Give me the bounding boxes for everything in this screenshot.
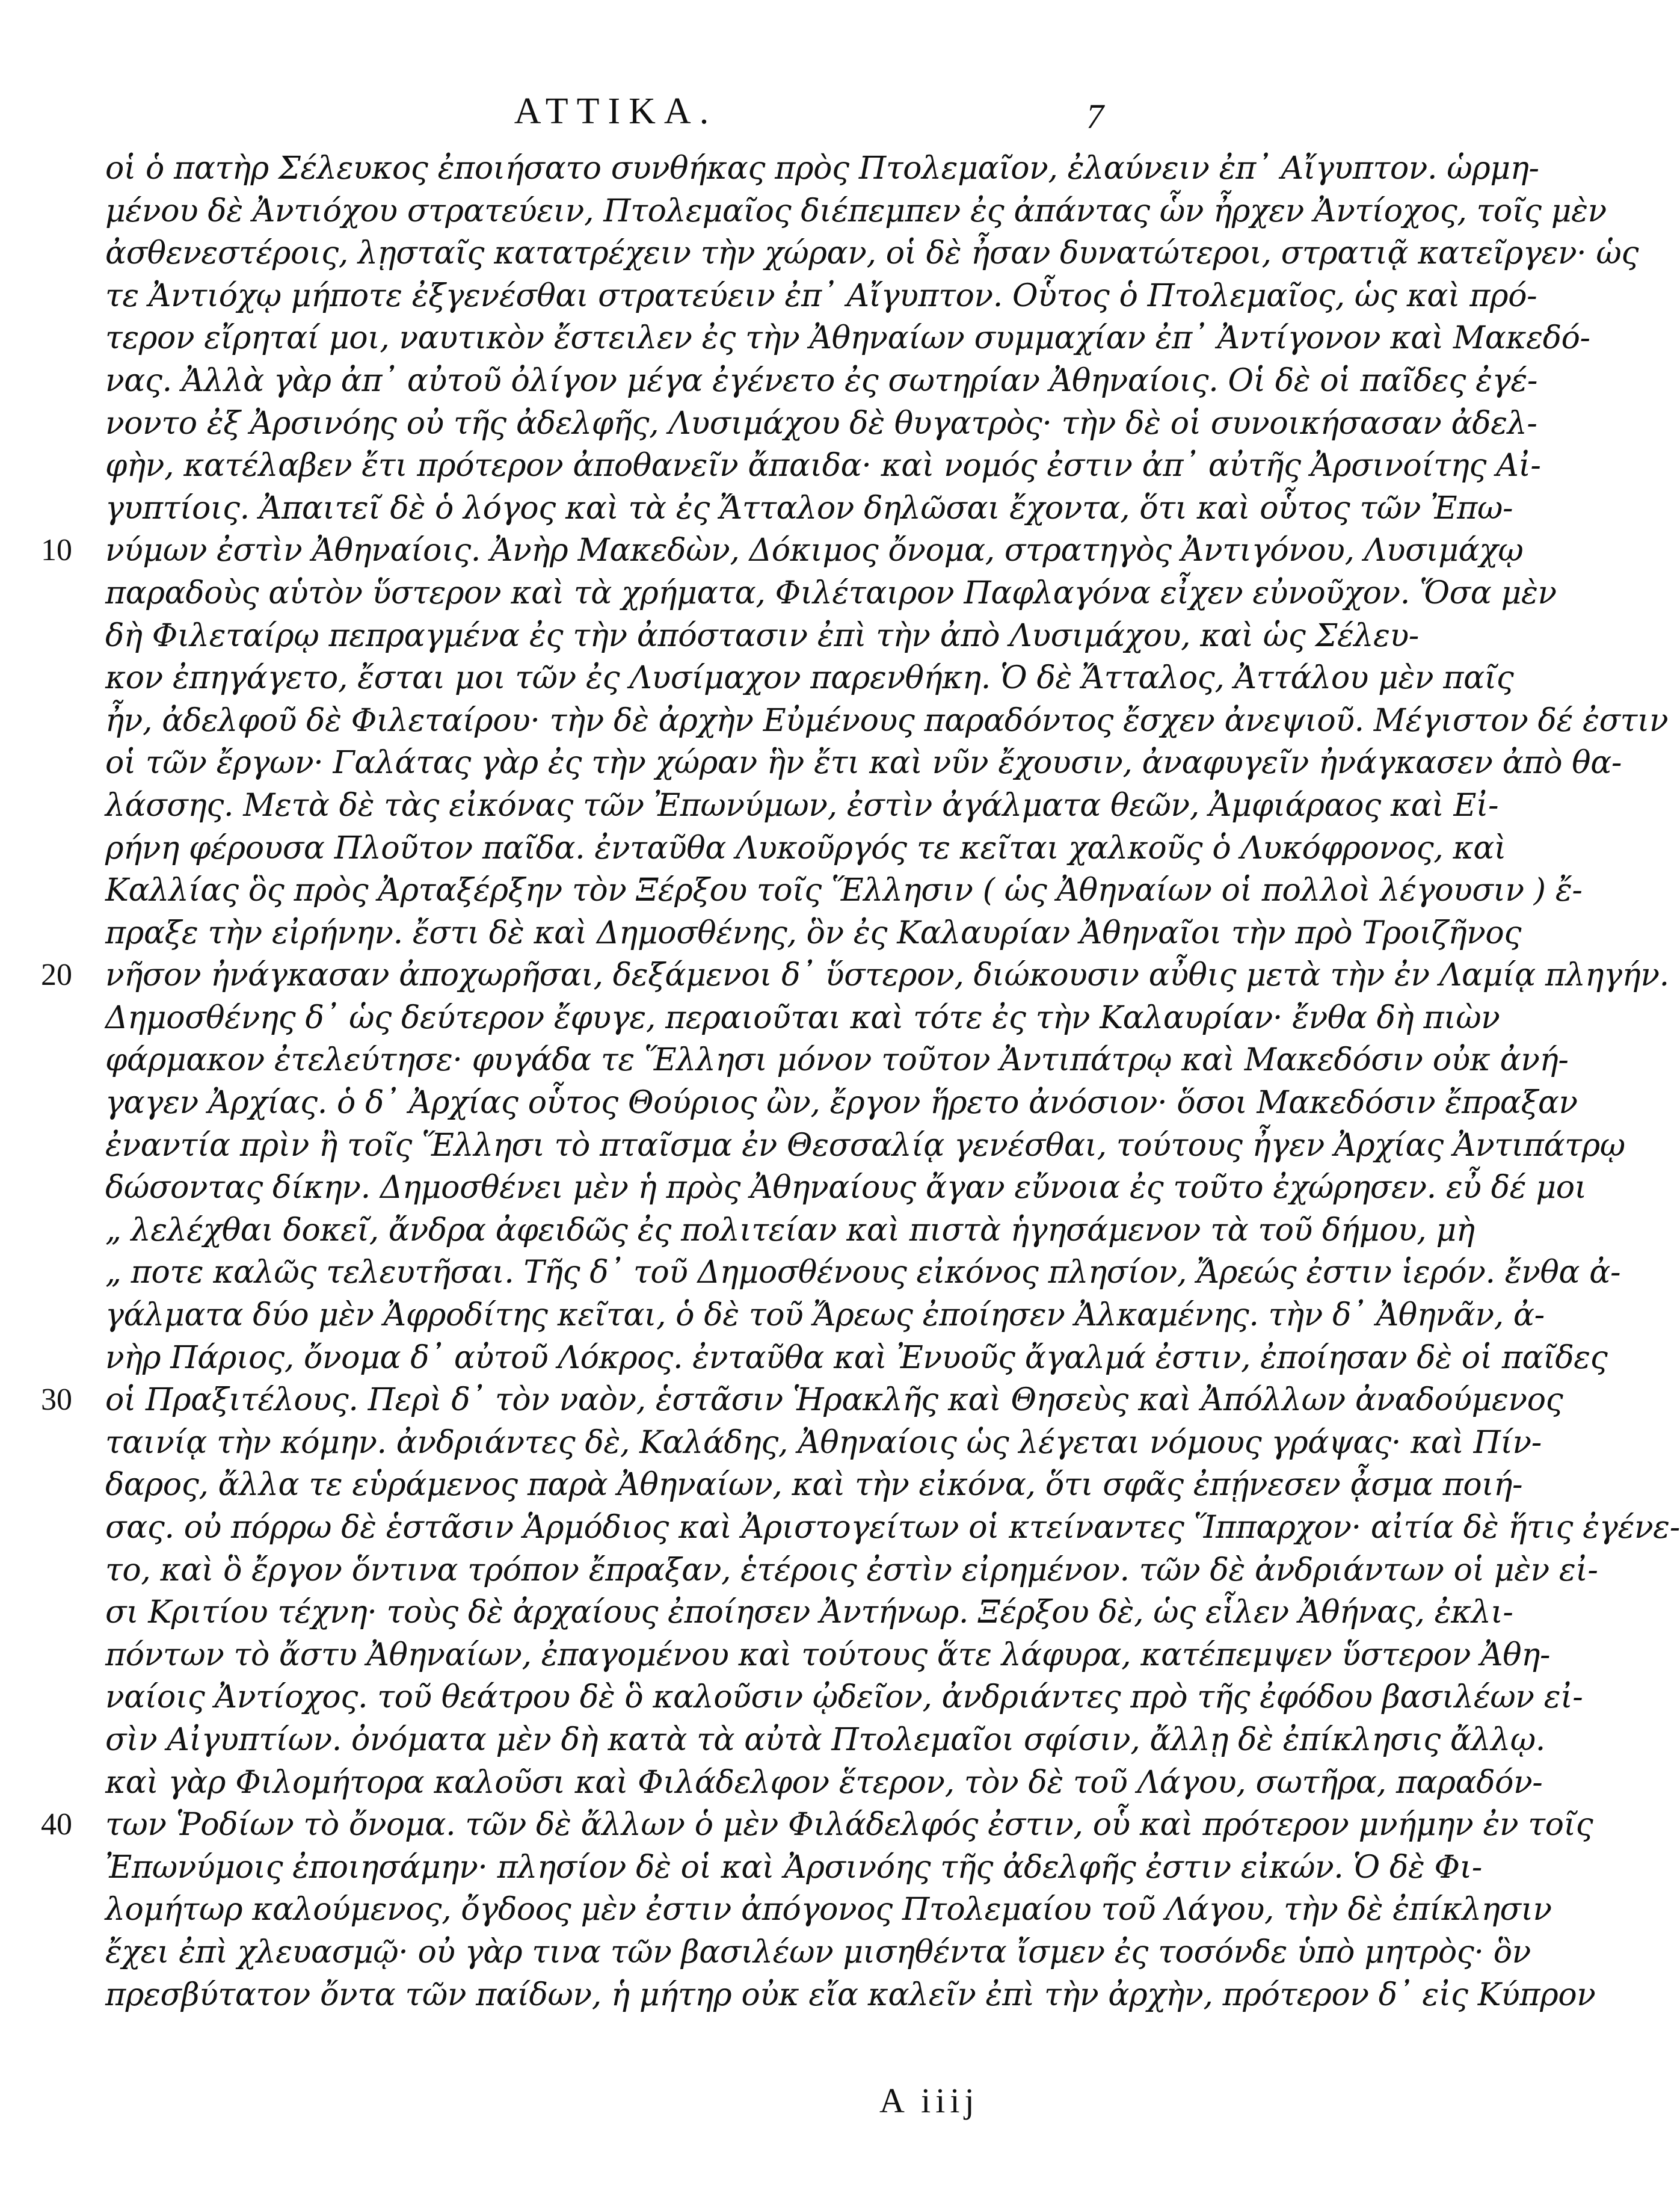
text-line: οἱ ὁ πατὴρ Σέλευκος ἐποιήσατο συνθήκας πρὸς Πτολεμαῖον, ἐλαύνειν ἐπ᾽ Αἴγυπτον. ὡρμη- xyxy=(105,150,1539,187)
text-line: γαγεν Ἀρχίας. ὁ δ᾽ Ἀρχίας οὗτος Θούριος ὢν, ἔργον ἥρετο ἀνόσιον· ὅσοι Μακεδόσιν ἔπραξαν xyxy=(105,1085,1578,1121)
text-line: των Ῥοδίων τὸ ὄνομα. τῶν δὲ ἄλλων ὁ μὲν Φιλάδελφός ἐστιν, οὗ καὶ πρότερον μνήμην ἐν τοῖς xyxy=(105,1807,1593,1843)
text-line: οἱ τῶν ἔργων· Γαλάτας γὰρ ἐς τὴν χώραν ἣν ἔτι καὶ νῦν ἔχουσιν, ἀναφυγεῖν ἠνάγκασεν ἀπὸ θα- xyxy=(105,745,1622,782)
text-line: γάλματα δύο μὲν Ἀφροδίτης κεῖται, ὁ δὲ τοῦ Ἄρεως ἐποίησεν Ἀλκαμένης. τὴν δ᾽ Ἀθηνᾶν, ἀ- xyxy=(105,1297,1545,1334)
signature-mark: A iiij xyxy=(879,2081,979,2120)
text-line: νοντο ἐξ Ἀρσινόης οὐ τῆς ἀδελφῆς, Λυσιμάχου δὲ θυγατρὸς· τὴν δὲ οἱ συνοικήσασαν ἀδελ- xyxy=(105,405,1537,442)
text-line: Ἐπωνύμοις ἐποιησάμην· πλησίον δὲ οἱ καὶ Ἀρσινόης τῆς ἀδελφῆς ἐστιν εἰκών. Ὁ δὲ Φι- xyxy=(105,1849,1482,1886)
text-line: ἔχει ἐπὶ χλευασμῷ· οὐ γὰρ τινα τῶν βασιλέων μισηθέντα ἴσμεν ἐς τοσόνδε ὑπὸ μητρὸς· ὃν xyxy=(105,1934,1531,1970)
text-line: Δημοσθένης δ᾽ ὡς δεύτερον ἔφυγε, περαιοῦται καὶ τότε ἐς τὴν Καλαυρίαν· ἔνθα δὴ πιὼν xyxy=(105,999,1500,1036)
text-line: „ ποτε καλῶς τελευτῆσαι. Τῆς δ᾽ τοῦ Δημοσθένους εἰκόνος πλησίον, Ἄρεώς ἐστιν ἱερόν. ἔνθα ἀ- xyxy=(105,1254,1621,1291)
text-line: λάσσης. Μετὰ δὲ τὰς εἰκόνας τῶν Ἐπωνύμων, ἐστὶν ἀγάλματα θεῶν, Ἀμφιάραος καὶ Εἰ- xyxy=(105,787,1499,824)
text-line: μένου δὲ Ἀντιόχου στρατεύειν, Πτολεμαῖος διέπεμπεν ἐς ἀπάντας ὧν ἦρχεν Ἀντίοχος, τοῖς μὲν xyxy=(105,193,1607,229)
text-line: σὶν Αἰγυπτίων. ὀνόματα μὲν δὴ κατὰ τὰ αὐτὰ Πτολεμαῖοι σφίσιν, ἄλλῃ δὲ ἐπίκλησις ἄλλῳ. xyxy=(105,1721,1545,1758)
text-line: νύμων ἐστὶν Ἀθηναίοις. Ἀνὴρ Μακεδὼν, Δόκιμος ὄνομα, στρατηγὸς Ἀντιγόνου, Λυσιμάχῳ xyxy=(105,532,1524,569)
line-number-20: 20 xyxy=(41,958,72,992)
text-line: ἀσθενεστέροις, λῃσταῖς κατατρέχειν τὴν χώραν, οἱ δὲ ἦσαν δυνατώτεροι, στρατιᾷ κατεῖργεν· ὡς xyxy=(105,235,1639,272)
text-line: νας. Ἀλλὰ γὰρ ἀπ᾽ αὐτοῦ ὀλίγον μέγα ἐγένετο ἐς σωτηρίαν Ἀθηναίοις. Οἱ δὲ οἱ παῖδες ἐγέ- xyxy=(105,362,1537,399)
text-line: κον ἐπηγάγετο, ἔσται μοι τῶν ἐς Λυσίμαχον παρενθήκη. Ὁ δὲ Ἄτταλος, Ἀττάλου μὲν παῖς xyxy=(105,660,1514,697)
text-line: φὴν, κατέλαβεν ἔτι πρότερον ἀποθανεῖν ἄπαιδα· καὶ νομός ἐστιν ἀπ᾽ αὐτῆς Ἀρσινοίτης Αἰ- xyxy=(105,448,1541,484)
line-number-10: 10 xyxy=(41,533,72,567)
text-line: ἐναντία πρὶν ἢ τοῖς Ἕλλησι τὸ πταῖσμα ἐν Θεσσαλίᾳ γενέσθαι, τούτους ἦγεν Ἀρχίας Ἀντιπάτρῳ xyxy=(105,1127,1625,1164)
text-line: νὴρ Πάριος, ὄνομα δ᾽ αὐτοῦ Λόκρος. ἐνταῦθα καὶ Ἐνυοῦς ἄγαλμά ἐστιν, ἐποίησαν δὲ οἱ παῖδες xyxy=(105,1339,1608,1376)
text-line: πρεσβύτατον ὄντα τῶν παίδων, ἡ μήτηρ οὐκ εἴα καλεῖν ἐπὶ τὴν ἀρχὴν, πρότερον δ᾽ εἰς Κύπρον xyxy=(105,1976,1596,2013)
text-line: δαρος, ἄλλα τε εὑράμενος παρὰ Ἀθηναίων, καὶ τὴν εἰκόνα, ὅτι σφᾶς ἐπῄνεσεν ᾆσμα ποιή- xyxy=(105,1467,1523,1503)
text-line: Καλλίας ὃς πρὸς Ἀρταξέρξην τὸν Ξέρξου τοῖς Ἕλλησιν ( ὡς Ἀθηναίων οἱ πολλοὶ λέγουσιν ) ἔ- xyxy=(105,872,1583,909)
text-line: νῆσον ἠνάγκασαν ἀποχωρῆσαι, δεξάμενοι δ᾽ ὕστερον, διώκουσιν αὖθις μετὰ τὴν ἐν Λαμίᾳ πληγήν. xyxy=(105,957,1669,994)
text-line: δὴ Φιλεταίρῳ πεπραγμένα ἐς τὴν ἀπόστασιν ἐπὶ τὴν ἀπὸ Λυσιμάχου, καὶ ὡς Σέλευ- xyxy=(105,617,1419,654)
text-line: οἱ Πραξιτέλους. Περὶ δ᾽ τὸν ναὸν, ἑστᾶσιν Ἡρακλῆς καὶ Θησεὺς καὶ Ἀπόλλων ἀναδούμενος xyxy=(105,1382,1563,1419)
text-line: λομήτωρ καλούμενος, ὄγδοος μὲν ἐστιν ἀπόγονος Πτολεμαίου τοῦ Λάγου, τὴν δὲ ἐπίκλησιν xyxy=(105,1892,1552,1928)
text-line: πραξε τὴν εἰρήνην. ἔστι δὲ καὶ Δημοσθένης, ὃν ἐς Καλαυρίαν Ἀθηναῖοι τὴν πρὸ Τροιζῆνος xyxy=(105,914,1522,951)
text-line: „ λελέχθαι δοκεῖ, ἄνδρα ἀφειδῶς ἐς πολιτείαν καὶ πιστὰ ἡγησάμενον τὰ τοῦ δήμου, μὴ xyxy=(105,1212,1475,1248)
text-line: ταινίᾳ τὴν κόμην. ἀνδριάντες δὲ, Καλάδης, Ἀθηναίοις ὡς λέγεται νόμους γράψας· καὶ Πίν- xyxy=(105,1424,1542,1461)
text-line: το, καὶ ὃ ἔργον ὅντινα τρόπον ἔπραξαν, ἑτέροις ἐστὶν εἰρημένον. τῶν δὲ ἀνδριάντων οἱ μὲν εἰ- xyxy=(105,1552,1598,1588)
text-line: παραδοὺς αὑτὸν ὕστερον καὶ τὰ χρήματα, Φιλέταιρον Παφλαγόνα εἶχεν εὐνοῦχον. Ὅσα μὲν xyxy=(105,575,1557,611)
text-line: γυπτίοις. Ἀπαιτεῖ δὲ ὁ λόγος καὶ τὰ ἐς Ἄτταλον δηλῶσαι ἔχοντα, ὅτι καὶ οὗτος τῶν Ἐπω- xyxy=(105,490,1513,526)
text-line: τερον εἴρηταί μοι, ναυτικὸν ἔστειλεν ἐς τὴν Ἀθηναίων συμμαχίαν ἐπ᾽ Ἀντίγονον καὶ Μακεδό- xyxy=(105,320,1590,357)
text-line: καὶ γὰρ Φιλομήτορα καλοῦσι καὶ Φιλάδελφον ἕτερον, τὸν δὲ τοῦ Λάγου, σωτῆρα, παραδόν- xyxy=(105,1764,1543,1801)
text-line: δώσοντας δίκην. Δημοσθένει μὲν ἡ πρὸς Ἀθηναίους ἄγαν εὔνοια ἐς τοῦτο ἐχώρησεν. εὖ δέ μοι xyxy=(105,1170,1587,1206)
text-line: ρήνη φέρουσα Πλοῦτον παῖδα. ἐνταῦθα Λυκοῦργός τε κεῖται χαλκοῦς ὁ Λυκόφρονος, καὶ xyxy=(105,830,1506,866)
page-footer xyxy=(0,2080,1231,2123)
line-number-30: 30 xyxy=(41,1383,72,1417)
text-line: σι Κριτίου τέχνη· τοὺς δὲ ἀρχαίους ἐποίησεν Ἀντήνωρ. Ξέρξου δὲ, ὡς εἷλεν Ἀθήνας, ἐκλι- xyxy=(105,1594,1513,1631)
page-number: 7 xyxy=(1086,97,1104,136)
running-title: ΑΤΤΙΚΑ. xyxy=(514,91,718,132)
text-line: πόντων τὸ ἄστυ Ἀθηναίων, ἐπαγομένου καὶ τούτους ἅτε λάφυρα, κατέπεμψεν ὕστερον Ἀθη- xyxy=(105,1636,1551,1673)
line-number-40: 40 xyxy=(41,1807,72,1842)
text-line: ἦν, ἀδελφοῦ δὲ Φιλεταίρου· τὴν δὲ ἀρχὴν Εὐμένους παραδόντος ἔσχεν ἀνεψιοῦ. Μέγιστον δέ ἐστιν xyxy=(105,702,1669,739)
body-text xyxy=(105,147,1680,2016)
text-line: φάρμακον ἐτελεύτησε· φυγάδα τε Ἕλλησι μόνον τοῦτον Ἀντιπάτρῳ καὶ Μακεδόσιν οὐκ ἀνή- xyxy=(105,1042,1569,1079)
page-header xyxy=(0,90,1231,138)
text-line: τε Ἀντιόχῳ μήποτε ἐξγενέσθαι στρατεύειν ἐπ᾽ Αἴγυπτον. Οὗτος ὁ Πτολεμαῖος, ὡς καὶ πρό- xyxy=(105,277,1537,314)
text-line: ναίοις Ἀντίοχος. τοῦ θεάτρου δὲ ὃ καλοῦσιν ᾠδεῖον, ἀνδριάντες πρὸ τῆς ἐφόδου βασιλέων εἰ- xyxy=(105,1679,1583,1716)
text-line: σας. οὐ πόρρω δὲ ἑστᾶσιν Ἁρμόδιος καὶ Ἀριστογείτων οἱ κτείναντες Ἵππαρχον· αἰτία δὲ ἥτις ἐγένε- xyxy=(105,1510,1680,1546)
